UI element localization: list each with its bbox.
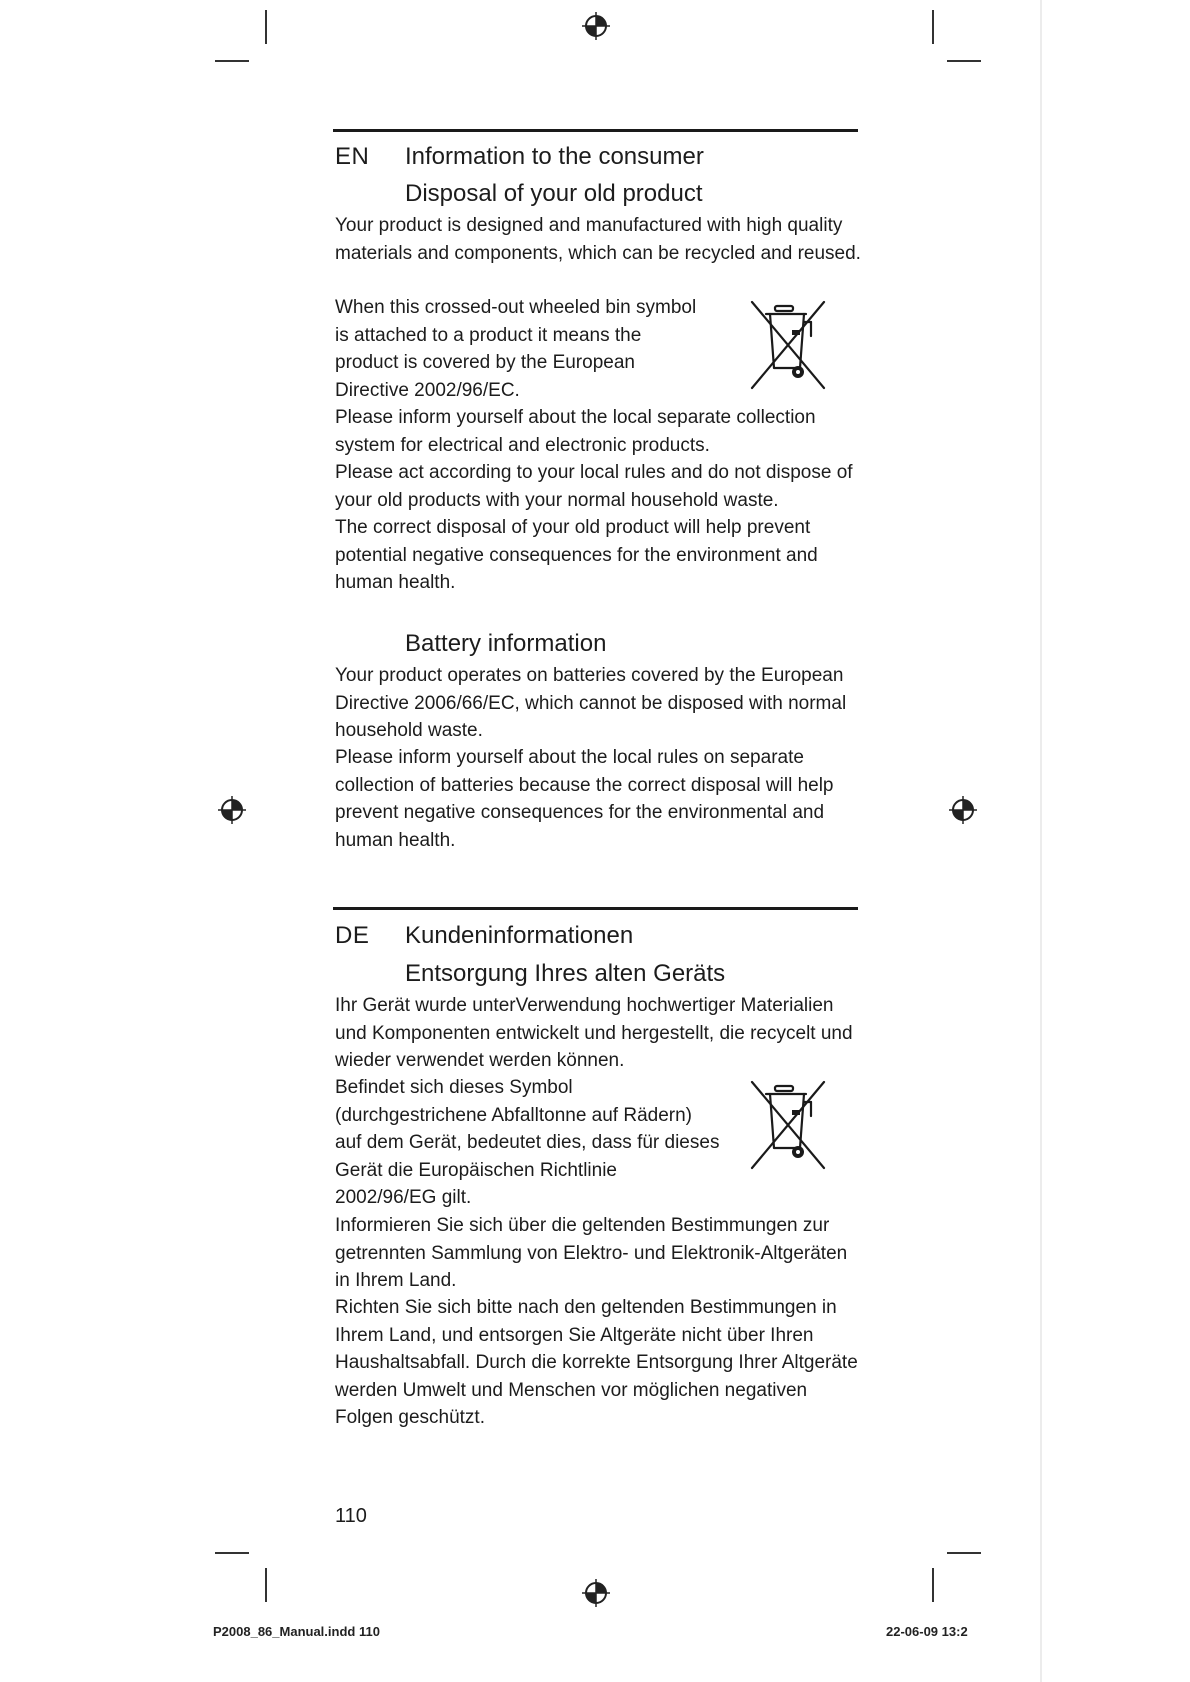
registration-mark-icon — [218, 796, 246, 824]
crossed-out-wheeled-bin-icon — [748, 296, 828, 392]
en-paragraph-intro: Your product is designed and manufactured with high quality materials and components, which can be recycled and reused. — [335, 215, 861, 264]
en-paragraph-consequences: The correct disposal of your old product will help prevent potential negative consequences for the environment and human health. — [335, 517, 818, 593]
de-symbol-paragraph — [335, 1074, 745, 1212]
scan-edge — [1040, 0, 1042, 1682]
registration-mark-icon — [949, 796, 977, 824]
crop-mark — [947, 60, 981, 62]
en-symbol-paragraph — [335, 294, 735, 404]
crop-mark — [265, 10, 267, 44]
en-symbol-line: product is covered by the European — [335, 352, 635, 373]
registration-mark-icon — [582, 1579, 610, 1607]
crop-mark — [932, 10, 934, 44]
page-number: 110 — [335, 1505, 367, 1527]
de-symbol-line: 2002/96/EG gilt. — [335, 1187, 472, 1208]
en-section-title: Information to the consumer — [405, 143, 704, 170]
de-disposal-heading: Entsorgung Ihres alten Geräts — [405, 960, 726, 987]
de-symbol-line: auf dem Gerät, bedeutet dies, dass für dieses — [335, 1132, 720, 1153]
de-section-title: Kundeninformationen — [405, 922, 634, 949]
registration-mark-icon — [582, 12, 610, 40]
crop-mark — [215, 60, 249, 62]
de-symbol-line: (durchgestrichene Abfalltonne auf Rädern) — [335, 1104, 693, 1126]
footer-file-name: P2008_86_Manual.indd 110 — [213, 1624, 380, 1639]
section-rule — [333, 129, 858, 132]
language-code-de: DE — [335, 922, 370, 949]
language-code-en: EN — [335, 143, 370, 170]
crop-mark — [932, 1568, 934, 1602]
de-symbol-line: Befindet sich dieses Symbol — [335, 1077, 573, 1098]
en-symbol-line: is attached to a product it means the — [335, 324, 642, 346]
crossed-out-wheeled-bin-icon — [748, 1076, 828, 1172]
crop-mark — [215, 1552, 249, 1554]
en-paragraph-rules: Please act according to your local rules and do not dispose of your old products with your normal household waste. — [335, 462, 853, 511]
de-paragraph-collection: Informieren Sie sich über die geltenden Bestimmungen zur getrennten Sammlung von Elektro- und Elektronik-Altgeräten in Ihrem Land. — [335, 1215, 848, 1291]
section-rule — [333, 907, 858, 910]
footer-date: 22-06-09 13:2 — [886, 1624, 968, 1639]
crop-mark — [265, 1568, 267, 1602]
de-paragraph-intro: Ihr Gerät wurde unterVerwendung hochwertiger Materialien und Komponenten entwickelt und hergestellt, die recycelt und wieder verwendet werden können. — [335, 995, 853, 1071]
en-symbol-line: When this crossed-out wheeled bin symbol — [335, 297, 697, 318]
en-battery-paragraph-2: Please inform yourself about the local rules on separate collection of batteries because the correct disposal will help prevent negative consequences for the environmental and human health. — [335, 747, 834, 851]
de-symbol-line: Gerät die Europäischen Richtlinie — [335, 1159, 617, 1181]
crop-mark — [947, 1552, 981, 1554]
de-paragraph-rules: Richten Sie sich bitte nach den geltenden Bestimmungen in Ihrem Land, und entsorgen Sie Altgeräte nicht über Ihren Haushaltsabfall. Durch die korrekte Entsorgung Ihrer Altgeräte werden Umwelt und Menschen vor möglichen negativen Folgen geschützt. — [335, 1297, 858, 1428]
en-battery-paragraph-1: Your product operates on batteries covered by the European Directive 2006/66/EC, which cannot be disposed with normal household waste. — [335, 665, 847, 741]
en-battery-heading: Battery information — [405, 630, 607, 657]
en-symbol-line: Directive 2002/96/EC. — [335, 379, 520, 401]
en-paragraph-collection: Please inform yourself about the local separate collection system for electrical and electronic products. — [335, 407, 816, 456]
en-disposal-heading: Disposal of your old product — [405, 180, 703, 207]
